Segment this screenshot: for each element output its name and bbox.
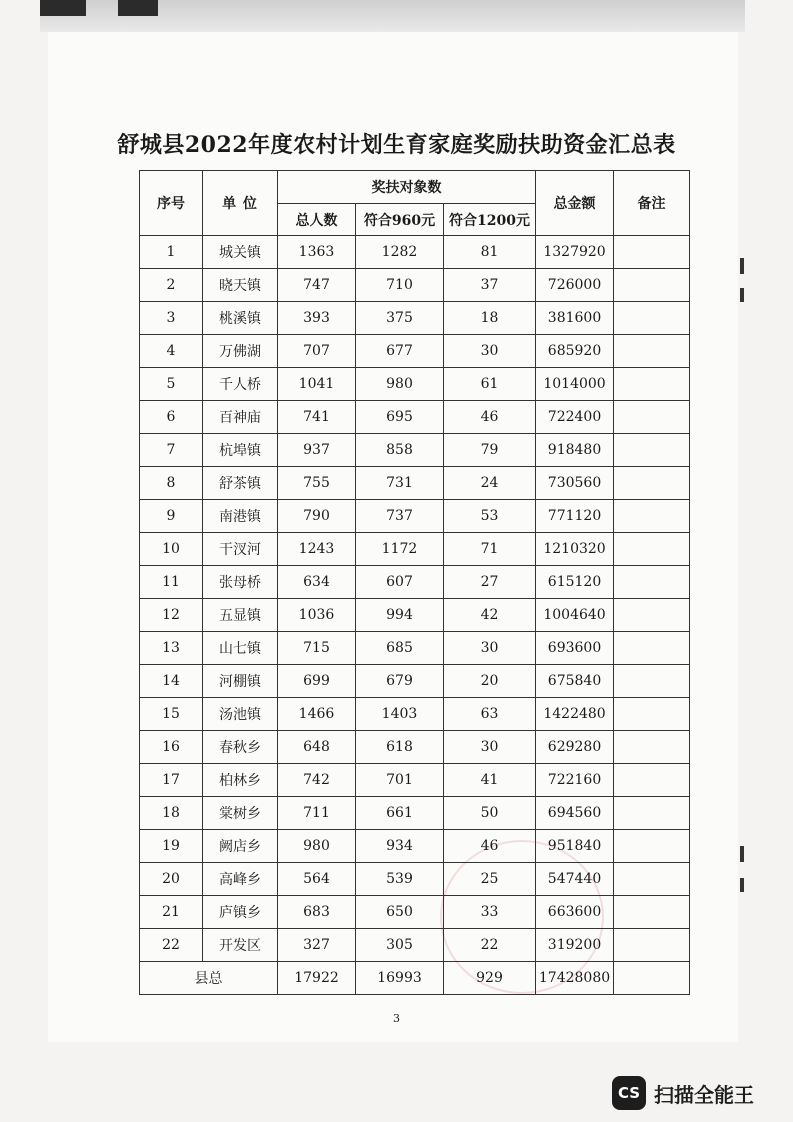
row-q1200: 22 (444, 929, 536, 962)
row-q960: 737 (356, 500, 444, 533)
row-seq: 9 (140, 500, 203, 533)
row-total: 741 (278, 401, 356, 434)
table-row (140, 368, 690, 401)
row-amount: 1210320 (536, 533, 614, 566)
header-total-people: 总人数 (278, 204, 356, 236)
row-q1200: 37 (444, 269, 536, 302)
table-row (140, 335, 690, 368)
row-q1200: 18 (444, 302, 536, 335)
table-row (140, 236, 690, 269)
row-q1200: 71 (444, 533, 536, 566)
row-amount: 629280 (536, 731, 614, 764)
row-q960: 980 (356, 368, 444, 401)
row-seq: 22 (140, 929, 203, 962)
row-q960: 1172 (356, 533, 444, 566)
row-seq: 18 (140, 797, 203, 830)
row-total: 711 (278, 797, 356, 830)
row-q960: 650 (356, 896, 444, 929)
row-remarks (614, 236, 690, 269)
row-remarks (614, 401, 690, 434)
row-q1200: 30 (444, 335, 536, 368)
row-amount: 693600 (536, 632, 614, 665)
row-amount: 1327920 (536, 236, 614, 269)
row-total: 715 (278, 632, 356, 665)
row-total: 742 (278, 764, 356, 797)
row-q1200: 41 (444, 764, 536, 797)
row-remarks (614, 566, 690, 599)
row-remarks (614, 896, 690, 929)
row-amount: 685920 (536, 335, 614, 368)
total-row (140, 962, 690, 995)
row-total: 699 (278, 665, 356, 698)
row-q960: 618 (356, 731, 444, 764)
row-seq: 11 (140, 566, 203, 599)
edge-mark (740, 878, 744, 892)
row-remarks (614, 467, 690, 500)
table-row (140, 269, 690, 302)
page-number: 3 (393, 1012, 400, 1025)
total-people: 17922 (278, 962, 356, 995)
row-q960: 607 (356, 566, 444, 599)
camscanner-logo-icon: CS (612, 1076, 646, 1110)
row-unit: 南港镇 (203, 500, 278, 533)
table-row (140, 500, 690, 533)
table-body (140, 236, 690, 962)
row-q1200: 24 (444, 467, 536, 500)
row-remarks (614, 302, 690, 335)
row-total: 683 (278, 896, 356, 929)
row-amount: 730560 (536, 467, 614, 500)
edge-mark (740, 258, 744, 274)
row-seq: 13 (140, 632, 203, 665)
subsidy-summary-table (139, 170, 690, 995)
row-seq: 14 (140, 665, 203, 698)
row-amount: 694560 (536, 797, 614, 830)
row-total: 634 (278, 566, 356, 599)
row-amount: 663600 (536, 896, 614, 929)
row-seq: 16 (140, 731, 203, 764)
row-q960: 539 (356, 863, 444, 896)
row-q1200: 33 (444, 896, 536, 929)
row-total: 707 (278, 335, 356, 368)
row-total: 1041 (278, 368, 356, 401)
header-amount: 总金额 (536, 171, 614, 236)
row-remarks (614, 797, 690, 830)
row-q1200: 46 (444, 830, 536, 863)
table-row (140, 566, 690, 599)
row-total: 747 (278, 269, 356, 302)
row-total: 1036 (278, 599, 356, 632)
header-seq: 序号 (140, 171, 203, 236)
row-seq: 21 (140, 896, 203, 929)
total-label: 县总 (140, 962, 278, 995)
table-row (140, 434, 690, 467)
row-seq: 1 (140, 236, 203, 269)
row-amount: 771120 (536, 500, 614, 533)
row-seq: 5 (140, 368, 203, 401)
row-amount: 1014000 (536, 368, 614, 401)
row-q960: 661 (356, 797, 444, 830)
row-amount: 722400 (536, 401, 614, 434)
table-row (140, 533, 690, 566)
row-total: 790 (278, 500, 356, 533)
total-q1200: 929 (444, 962, 536, 995)
row-unit: 舒茶镇 (203, 467, 278, 500)
row-q960: 1282 (356, 236, 444, 269)
row-amount: 1422480 (536, 698, 614, 731)
row-unit: 千人桥 (203, 368, 278, 401)
row-amount: 726000 (536, 269, 614, 302)
row-remarks (614, 830, 690, 863)
table-row (140, 896, 690, 929)
row-total: 648 (278, 731, 356, 764)
edge-mark (740, 288, 744, 302)
row-q960: 375 (356, 302, 444, 335)
row-seq: 20 (140, 863, 203, 896)
row-unit: 阙店乡 (203, 830, 278, 863)
row-remarks (614, 764, 690, 797)
row-total: 937 (278, 434, 356, 467)
row-total: 1363 (278, 236, 356, 269)
row-q960: 679 (356, 665, 444, 698)
table-row (140, 302, 690, 335)
row-total: 1243 (278, 533, 356, 566)
row-q1200: 61 (444, 368, 536, 401)
row-unit: 晓天镇 (203, 269, 278, 302)
row-seq: 6 (140, 401, 203, 434)
row-unit: 百神庙 (203, 401, 278, 434)
row-amount: 615120 (536, 566, 614, 599)
row-unit: 山七镇 (203, 632, 278, 665)
row-q960: 710 (356, 269, 444, 302)
row-seq: 17 (140, 764, 203, 797)
row-unit: 开发区 (203, 929, 278, 962)
table-row (140, 467, 690, 500)
row-unit: 棠树乡 (203, 797, 278, 830)
row-amount: 547440 (536, 863, 614, 896)
row-remarks (614, 929, 690, 962)
row-seq: 12 (140, 599, 203, 632)
row-total: 1466 (278, 698, 356, 731)
row-seq: 8 (140, 467, 203, 500)
table-row (140, 665, 690, 698)
row-q1200: 53 (444, 500, 536, 533)
table-row (140, 599, 690, 632)
row-amount: 918480 (536, 434, 614, 467)
row-amount: 319200 (536, 929, 614, 962)
row-q960: 1403 (356, 698, 444, 731)
row-unit: 桃溪镇 (203, 302, 278, 335)
row-amount: 722160 (536, 764, 614, 797)
row-q1200: 30 (444, 632, 536, 665)
row-q1200: 63 (444, 698, 536, 731)
row-q960: 685 (356, 632, 444, 665)
row-unit: 万佛湖 (203, 335, 278, 368)
row-seq: 2 (140, 269, 203, 302)
total-q960: 16993 (356, 962, 444, 995)
header-group: 奖扶对象数 (278, 171, 536, 204)
scan-edge-block (40, 0, 86, 16)
row-total: 393 (278, 302, 356, 335)
row-q960: 701 (356, 764, 444, 797)
row-q960: 695 (356, 401, 444, 434)
row-unit: 干汊河 (203, 533, 278, 566)
table-row (140, 401, 690, 434)
table-row (140, 632, 690, 665)
row-remarks (614, 269, 690, 302)
row-seq: 15 (140, 698, 203, 731)
table-row (140, 731, 690, 764)
row-remarks (614, 500, 690, 533)
row-q960: 858 (356, 434, 444, 467)
row-amount: 1004640 (536, 599, 614, 632)
row-q960: 994 (356, 599, 444, 632)
row-remarks (614, 599, 690, 632)
row-remarks (614, 632, 690, 665)
row-q1200: 46 (444, 401, 536, 434)
table-row (140, 830, 690, 863)
row-unit: 张母桥 (203, 566, 278, 599)
row-q960: 731 (356, 467, 444, 500)
row-remarks (614, 335, 690, 368)
total-remarks (614, 962, 690, 995)
row-remarks (614, 731, 690, 764)
total-amount: 17428080 (536, 962, 614, 995)
table-row (140, 698, 690, 731)
row-remarks (614, 434, 690, 467)
row-seq: 10 (140, 533, 203, 566)
scan-edge-block (118, 0, 158, 16)
row-q1200: 20 (444, 665, 536, 698)
scanner-watermark (612, 1076, 754, 1110)
row-remarks (614, 533, 690, 566)
row-remarks (614, 665, 690, 698)
row-remarks (614, 863, 690, 896)
row-q960: 677 (356, 335, 444, 368)
row-unit: 庐镇乡 (203, 896, 278, 929)
row-q1200: 50 (444, 797, 536, 830)
row-unit: 春秋乡 (203, 731, 278, 764)
row-q1200: 42 (444, 599, 536, 632)
row-q1200: 81 (444, 236, 536, 269)
row-q960: 934 (356, 830, 444, 863)
row-q1200: 27 (444, 566, 536, 599)
row-seq: 4 (140, 335, 203, 368)
scan-top-edge (40, 0, 745, 32)
row-seq: 19 (140, 830, 203, 863)
row-total: 755 (278, 467, 356, 500)
row-unit: 城关镇 (203, 236, 278, 269)
header-remarks: 备注 (614, 171, 690, 236)
row-amount: 381600 (536, 302, 614, 335)
header-unit: 单 位 (203, 171, 278, 236)
row-unit: 汤池镇 (203, 698, 278, 731)
row-unit: 五显镇 (203, 599, 278, 632)
table-row (140, 863, 690, 896)
table-row (140, 797, 690, 830)
row-unit: 柏林乡 (203, 764, 278, 797)
row-q960: 305 (356, 929, 444, 962)
row-q1200: 30 (444, 731, 536, 764)
brand-name: 扫描全能王 (654, 1082, 754, 1107)
row-total: 564 (278, 863, 356, 896)
row-amount: 951840 (536, 830, 614, 863)
row-total: 980 (278, 830, 356, 863)
row-unit: 杭埠镇 (203, 434, 278, 467)
row-unit: 河棚镇 (203, 665, 278, 698)
edge-mark (740, 846, 744, 862)
header-q960: 符合960元 (356, 204, 444, 236)
header-q1200: 符合1200元 (444, 204, 536, 236)
table-row (140, 764, 690, 797)
row-seq: 7 (140, 434, 203, 467)
row-total: 327 (278, 929, 356, 962)
row-unit: 高峰乡 (203, 863, 278, 896)
row-amount: 675840 (536, 665, 614, 698)
row-q1200: 25 (444, 863, 536, 896)
row-q1200: 79 (444, 434, 536, 467)
document-title: 舒城县2022年度农村计划生育家庭奖励扶助资金汇总表 (117, 132, 676, 158)
row-seq: 3 (140, 302, 203, 335)
row-remarks (614, 368, 690, 401)
row-remarks (614, 698, 690, 731)
table-row (140, 929, 690, 962)
